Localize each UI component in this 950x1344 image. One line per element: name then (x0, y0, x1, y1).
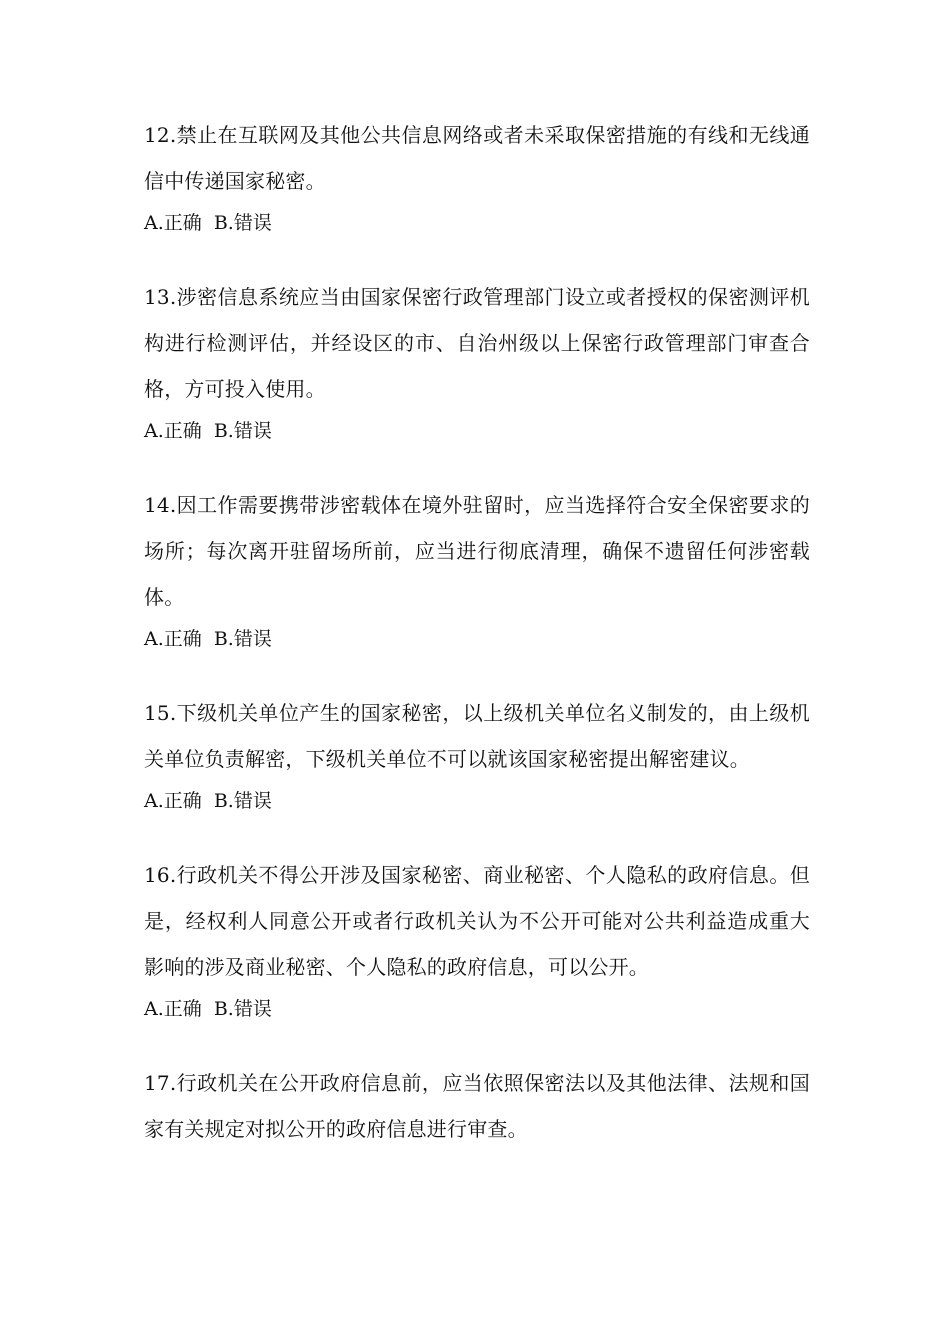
question-text: 13.涉密信息系统应当由国家保密行政管理部门设立或者授权的保密测评机构进行检测评估，并经设区的市、自治州级以上保密行政管理部门审查合格，方可投入使用。 (144, 285, 810, 401)
answer-options: A.正确 B.错误 (144, 998, 272, 1020)
question-text: 12.禁止在互联网及其他公共信息网络或者未采取保密措施的有线和无线通信中传递国家秘密。 (144, 123, 810, 193)
answer-options: A.正确 B.错误 (144, 212, 272, 234)
question-16 (144, 852, 810, 1028)
question-text: 17.行政机关在公开政府信息前，应当依照保密法以及其他法律、法规和国家有关规定对拟公开的政府信息进行审查。 (144, 1071, 810, 1141)
answer-options: A.正确 B.错误 (144, 790, 272, 812)
question-12 (144, 112, 810, 242)
question-text: 14.因工作需要携带涉密载体在境外驻留时，应当选择符合安全保密要求的场所；每次离开驻留场所前，应当进行彻底清理，确保不遗留任何涉密载体。 (144, 493, 810, 609)
question-text: 16.行政机关不得公开涉及国家秘密、商业秘密、个人隐私的政府信息。但是，经权利人同意公开或者行政机关认为不公开可能对公共利益造成重大影响的涉及商业秘密、个人隐私的政府信息，可以公开。 (144, 863, 810, 979)
answer-options: A.正确 B.错误 (144, 628, 272, 650)
document-page (144, 112, 810, 1152)
question-text: 15.下级机关单位产生的国家秘密，以上级机关单位名义制发的，由上级机关单位负责解密，下级机关单位不可以就该国家秘密提出解密建议。 (144, 701, 810, 771)
question-13 (144, 274, 810, 450)
question-14 (144, 482, 810, 658)
question-15 (144, 690, 810, 820)
question-17 (144, 1060, 810, 1152)
answer-options: A.正确 B.错误 (144, 420, 272, 442)
